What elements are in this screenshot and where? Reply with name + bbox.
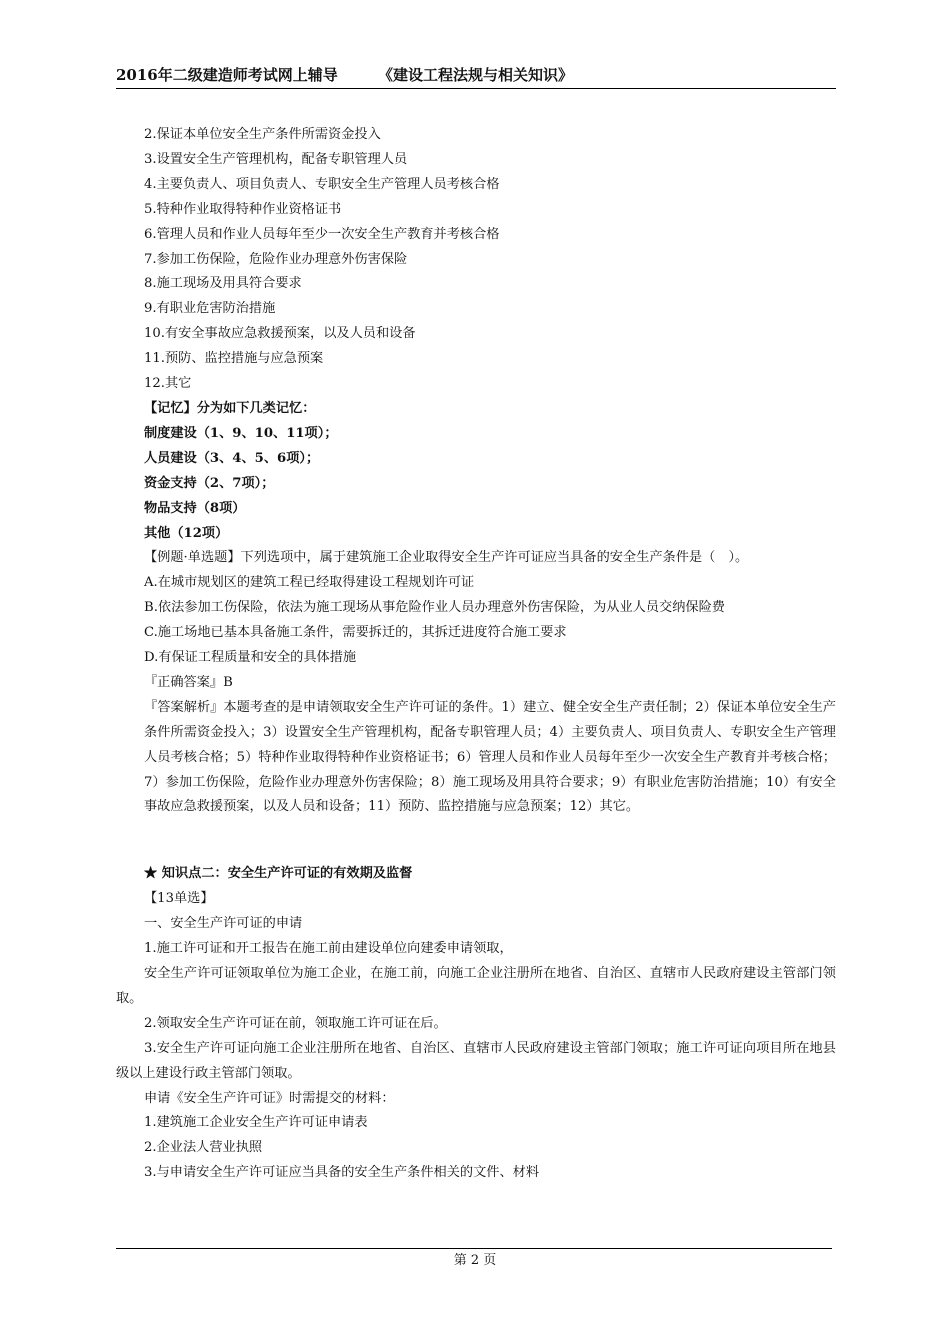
header-course-title: 2016年二级建造师考试网上辅导 xyxy=(116,66,338,84)
list-item: 10.有安全事故应急救援预案，以及人员和设备 xyxy=(144,326,416,342)
list-item: 6.管理人员和作业人员每年至少一次安全生产教育并考核合格 xyxy=(144,226,500,242)
material-item: 2.企业法人营业执照 xyxy=(144,1140,263,1156)
page-header xyxy=(116,66,836,89)
list-item: 7.参加工伤保险，危险作业办理意外伤害保险 xyxy=(144,251,408,267)
paragraph: 申请《安全生产许可证》时需提交的材料： xyxy=(144,1090,395,1106)
list-item: 4.主要负责人、项目负责人、专职安全生产管理人员考核合格 xyxy=(144,176,500,192)
example-option: B.依法参加工伤保险，依法为施工现场从事危险作业人员办理意外伤害保险，为从业人员交纳保险费 xyxy=(144,600,725,616)
example-option: D.有保证工程质量和安全的具体措施 xyxy=(144,650,357,666)
list-item: 9.有职业危害防治措施 xyxy=(144,301,276,317)
page-number: 第 2 页 xyxy=(453,1253,497,1268)
header-book-title: 《建设工程法规与相关知识》 xyxy=(378,66,574,84)
section-gap xyxy=(116,820,836,862)
material-item: 1.建筑施工企业安全生产许可证申请表 xyxy=(144,1115,368,1131)
list-item: 5.特种作业取得特种作业资格证书 xyxy=(144,201,342,217)
paragraph: 1.施工许可证和开工报告在施工前由建设单位向建委申请领取， xyxy=(144,941,513,957)
material-item: 3.与申请安全生产许可证应当具备的安全生产条件相关的文件、材料 xyxy=(144,1165,540,1181)
memory-item: 物品支持（8项） xyxy=(144,500,246,516)
example-question: 【例题·单选题】下列选项中，属于建筑施工企业取得安全生产许可证应当具备的安全生产条件是（ ）。 xyxy=(144,550,749,566)
paragraph: 2.领取安全生产许可证在前，领取施工许可证在后。 xyxy=(144,1015,447,1031)
memory-item: 其他（12项） xyxy=(144,525,229,541)
example-option: A.在城市规划区的建筑工程已经取得建设工程规划许可证 xyxy=(144,575,475,591)
example-answer: 『正确答案』B xyxy=(144,674,233,690)
list-item: 12.其它 xyxy=(144,376,192,392)
paragraph: 安全生产许可证领取单位为施工企业，在施工前，向施工企业注册所在地省、自治区、直辖市人民政府建设主管部门领取。 xyxy=(116,966,836,1006)
memory-item: 人员建设（3、4、5、6项）； xyxy=(144,450,320,466)
memory-title: 【记忆】分为如下几类记忆： xyxy=(144,400,316,416)
list-item: 3.设置安全生产管理机构，配备专职管理人员 xyxy=(144,151,408,167)
memory-item: 资金支持（2、7项）； xyxy=(144,475,275,491)
section-title: ★ 知识点二：安全生产许可证的有效期及监督 xyxy=(144,866,413,882)
example-option: C.施工场地已基本具备施工条件，需要拆迁的，其拆迁进度符合施工要求 xyxy=(144,625,567,641)
example-analysis: 『答案解析』本题考查的是申请领取安全生产许可证的条件。1）建立、健全安全生产责任制；2）保证本单位安全生产条件所需资金投入；3）设置安全生产管理机构，配备专职管理人员；4）主要负责人、项目负责人、专职安全生产管理人员考核合格；5）特种作业取得特种作业资格证书；6）管理人员和作业人员每年至少一次安全生产教育并考核合格；7）参加工伤保险，危险作业办理意外伤害保险；8）施工现场及用具符合要求；9）有职业危害防治措施；10）有安全事故应急救援预案，以及人员和设备；11）预防、监控措施与应急预案；12）其它。 xyxy=(144,699,836,815)
document-body xyxy=(116,123,836,1186)
list-item: 2.保证本单位安全生产条件所需资金投入 xyxy=(144,127,381,142)
subsection-title: 一、安全生产许可证的申请 xyxy=(144,916,303,932)
memory-item: 制度建设（1、9、10、11项）； xyxy=(144,425,338,441)
paragraph: 3.安全生产许可证向施工企业注册所在地省、自治区、直辖市人民政府建设主管部门领取；施工许可证向项目所在地县级以上建设行政主管部门领取。 xyxy=(116,1040,836,1081)
section-tag: 【13单选】 xyxy=(144,891,214,907)
list-item: 11.预防、监控措施与应急预案 xyxy=(144,351,324,367)
list-item: 8.施工现场及用具符合要求 xyxy=(144,276,302,292)
